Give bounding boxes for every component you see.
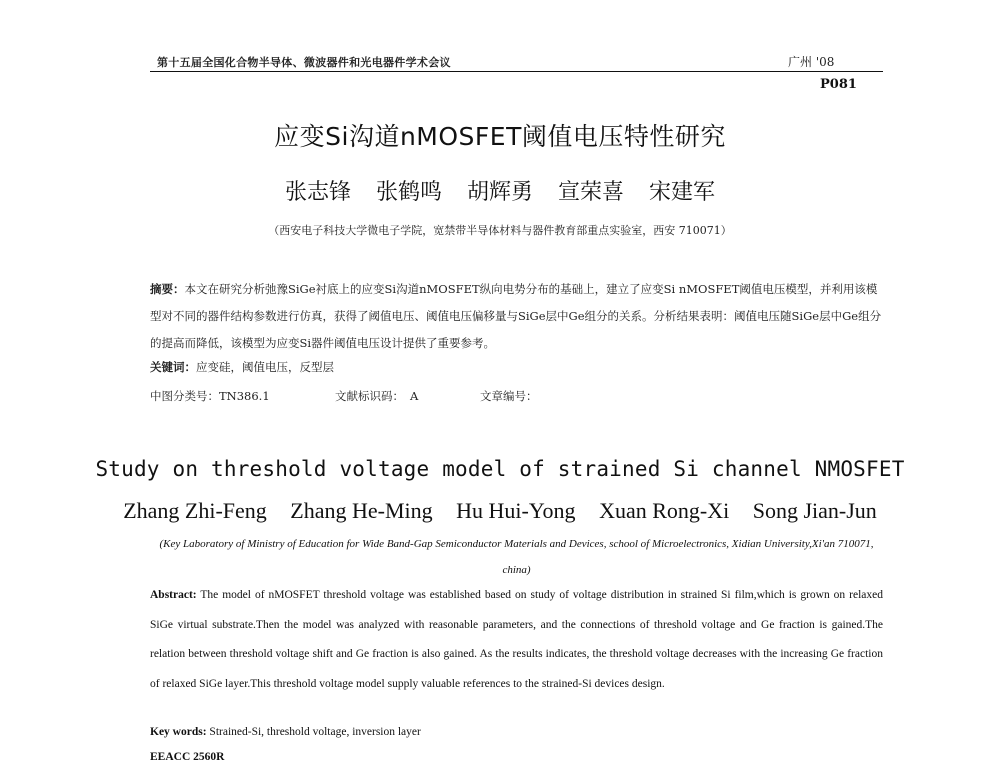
- doccode-label: 文献标识码：: [335, 389, 404, 403]
- location-year: 广州 '08: [788, 55, 835, 69]
- cn-abstract-label: 摘要：: [150, 282, 185, 296]
- chinese-title: 应变Si沟道nMOSFET阈值电压特性研究: [274, 122, 726, 151]
- en-abstract-text: The model of nMOSFET threshold voltage was established based on study of voltage distribution in strained Si film,which is grown on relaxed SiGe virtual substrate.Then the model was analyzed with reasonable parameters, and the connections of threshold voltage and Ge fraction is gained.The relation between threshold voltage shift and Ge fraction is also gained. As the results indicates, the threshold voltage decreases with the increasing Ge fraction of relaxed SiGe layer.This threshold voltage model supply valuable references to the strained-Si devices design.: [150, 589, 883, 690]
- header-rule: [150, 71, 883, 72]
- english-title: Study on threshold voltage model of strained Si channel NMOSFET: [95, 457, 905, 481]
- english-keywords: [150, 726, 421, 738]
- english-affiliation: (Key Laboratory of Ministry of Education for Wide Band-Gap Semiconductor Materials and Devices, school of Microelectronics, Xidian University,Xi'an 710071, china): [159, 538, 874, 576]
- cn-author: 张鹤鸣: [375, 180, 442, 205]
- cn-author: 胡辉勇: [466, 180, 533, 205]
- cn-author: 张志锋: [284, 180, 351, 205]
- english-authors: [0, 498, 1000, 524]
- classification-line: [150, 388, 538, 404]
- en-author: Xuan Rong-Xi: [599, 498, 730, 523]
- en-keywords-text: Strained-Si, threshold voltage, inversion layer: [209, 726, 421, 738]
- en-author: Zhang Zhi-Feng: [123, 498, 267, 523]
- clc-value: TN386.1: [219, 389, 270, 403]
- english-abstract: [150, 581, 883, 699]
- en-author: Hu Hui-Yong: [456, 498, 576, 523]
- paper-code: P081: [820, 77, 857, 92]
- chinese-authors: [0, 175, 1000, 206]
- chinese-affiliation: （西安电子科技大学微电子学院，宽禁带半导体材料与器件教育部重点实验室，西安 710071）: [268, 224, 732, 237]
- en-author: Song Jian-Jun: [752, 498, 877, 523]
- cn-abstract-text: 本文在研究分析弛豫SiGe衬底上的应变Si沟道nMOSFET纵向电势分布的基础上，建立了应变Si nMOSFET阈值电压模型，并利用该模型对不同的器件结构参数进行仿真，获得了阈值电压、阈值电压偏移量与SiGe层中Ge组分的关系。分析结果表明：阈值电压随SiGe层中Ge组分的提高而降低，该模型为应变Si器件阈值电压设计提供了重要参考。: [150, 282, 882, 350]
- en-author: Zhang He-Ming: [290, 498, 433, 523]
- cn-keywords-text: 应变硅，阈值电压，反型层: [196, 360, 334, 374]
- article-no-label: 文章编号：: [480, 389, 538, 403]
- cn-author: 宋建军: [649, 180, 716, 205]
- chinese-keywords: [150, 359, 334, 375]
- conference-header: 第十五届全国化合物半导体、微波器件和光电器件学术会议: [157, 56, 451, 69]
- cn-keywords-label: 关键词：: [150, 360, 196, 374]
- en-abstract-label: Abstract:: [150, 589, 197, 601]
- cn-author: 宣荣喜: [558, 180, 625, 205]
- doccode-value: A: [410, 389, 419, 403]
- chinese-abstract: [150, 276, 883, 357]
- en-keywords-label: Key words:: [150, 726, 207, 738]
- truncated-line: EEACC 2560R: [150, 751, 225, 763]
- clc-label: 中图分类号：: [150, 389, 219, 403]
